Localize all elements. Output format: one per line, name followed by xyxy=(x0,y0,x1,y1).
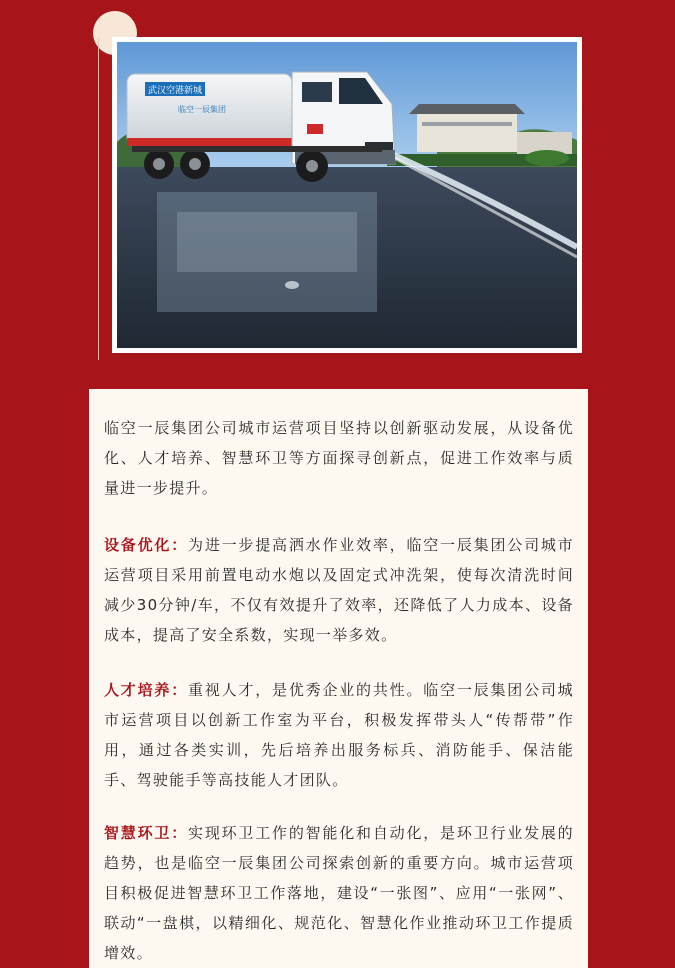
section-equipment xyxy=(104,530,574,650)
section-heading: 设备优化： xyxy=(104,536,189,554)
sprinkler-truck-photo xyxy=(117,42,577,348)
section-body: 为进一步提高洒水作业效率，临空一辰集团公司城市运营项目采用前置电动水炮以及固定式冲洗架，使每次清洗时间减少30分钟/车，不仅有效提升了效率，还降低了人力成本、设备成本，提高了安全系数，实现一举多效。 xyxy=(104,536,574,644)
section-body: 重视人才，是优秀企业的共性。临空一辰集团公司城市运营项目以创新工作室为平台，积极发挥带头人“传帮带”作用，通过各类实训，先后培养出服务标兵、消防能手、保洁能手、驾驶能手等高技能人才团队。 xyxy=(104,681,574,789)
intro-paragraph: 临空一辰集团公司城市运营项目坚持以创新驱动发展，从设备优化、人才培养、智慧环卫等方面探寻创新点，促进工作效率与质量进一步提升。 xyxy=(104,419,574,497)
truck-door-text: 武汉空港新城 xyxy=(147,86,203,96)
section-body: 实现环卫工作的智能化和自动化，是环卫行业发展的趋势，也是临空一辰集团公司探索创新的重要方向。城市运营项目积极促进智慧环卫工作落地，建设“一张图”、应用“一张网”、联动“一盘棋，以精细化、规范化、智慧化作业推动环卫工作提质增效。 xyxy=(104,824,574,962)
photo-frame xyxy=(112,37,582,353)
section-heading: 智慧环卫： xyxy=(104,824,189,842)
decorative-line xyxy=(98,38,99,360)
truck-tank-text: 临空一辰集团 xyxy=(178,105,226,114)
section-heading: 人才培养： xyxy=(104,681,189,699)
section-talent xyxy=(104,675,574,795)
section-smart-sanitation xyxy=(104,818,574,968)
